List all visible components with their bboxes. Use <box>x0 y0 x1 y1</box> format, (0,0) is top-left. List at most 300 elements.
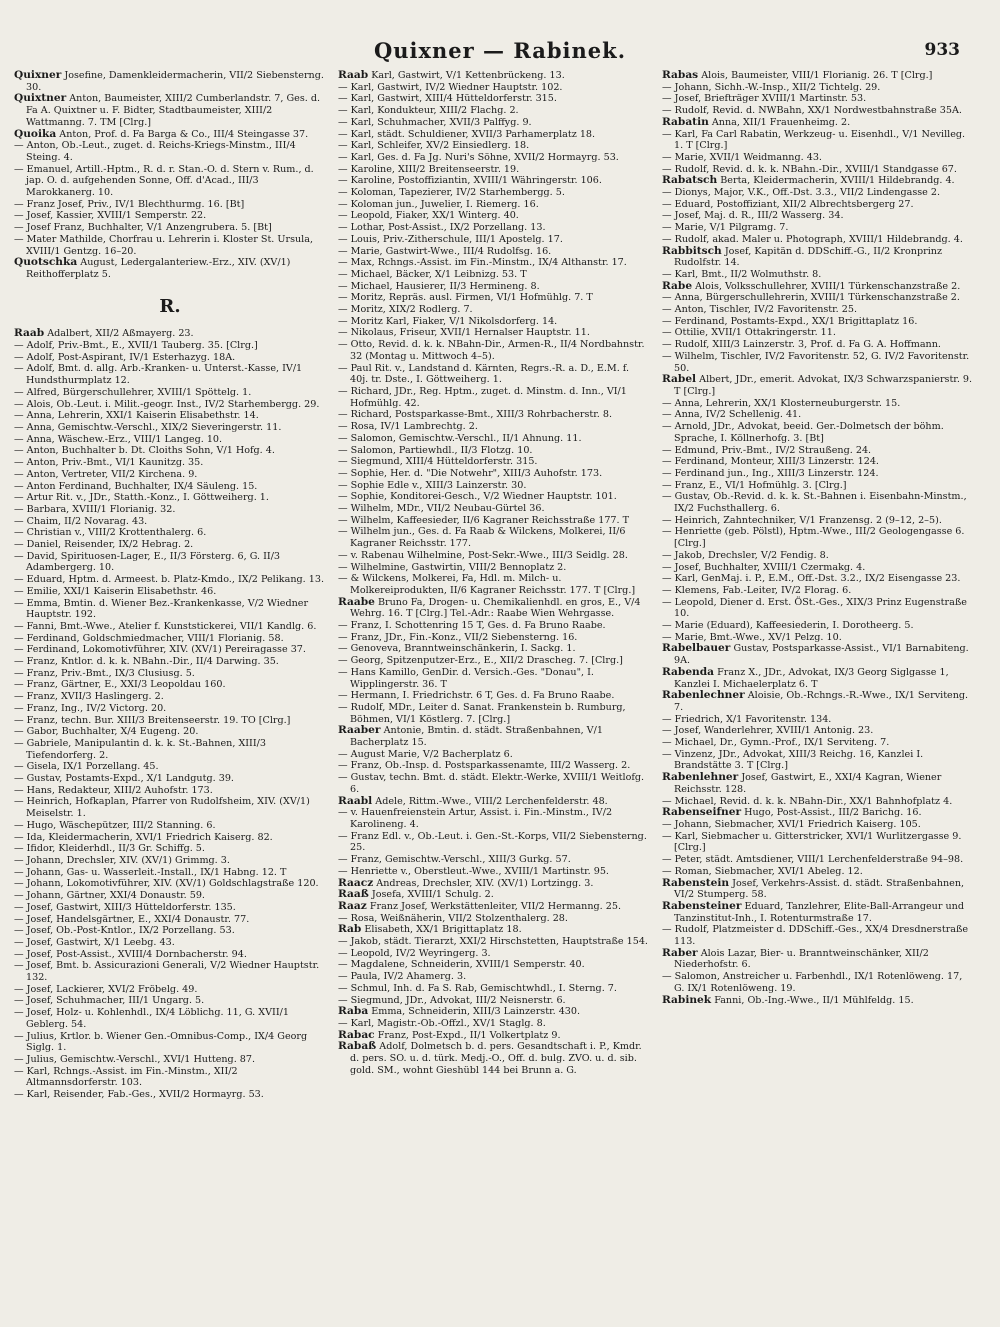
entry-text: — Daniel, Reisender, IX/2 Hebrag. 2. <box>14 539 194 551</box>
entry-headword: Rabatin <box>662 115 709 128</box>
entry-text: Albert, JDr., emerit. Advokat, IX/3 Schwarzspanierstr. 9. T [Clrg.] <box>674 374 973 397</box>
entry-text: Antonie, Bmtin. d. städt. Straßenbahnen, V/1 Bacherplatz 15. <box>350 725 603 749</box>
entry-headword: Rabensteiner <box>662 899 742 912</box>
entry-headword: Rabenseifner <box>662 806 742 819</box>
directory-entry <box>662 409 974 421</box>
directory-entry <box>14 574 326 586</box>
entry-text: — Chaim, II/2 Novarag. 43. <box>14 515 148 527</box>
directory-entry <box>14 551 326 574</box>
directory-entry <box>338 152 650 164</box>
entry-text: — Ferdinand, Lokomotivführer, XIV. (XV/1) Pereiragasse 37. <box>14 644 306 656</box>
directory-entry <box>14 995 326 1007</box>
entry-text: — Jakob, Drechsler, V/2 Fendig. 8. <box>662 549 829 561</box>
directory-entry <box>338 854 650 866</box>
directory-entry <box>338 760 650 772</box>
entry-text: Fanni, Ob.-Ing.-Wwe., II/1 Mühlfeldg. 15. <box>711 994 914 1006</box>
entry-text: — Anna, Bürgerschullehrerin, XVIII/1 Türkenschanzstraße 2. <box>662 292 960 304</box>
entry-text: — Barbara, XVIII/1 Florianig. 32. <box>14 503 176 515</box>
directory-entry <box>662 304 974 316</box>
entry-text: — Ottilie, XVII/1 Ottakringerstr. 11. <box>662 327 836 339</box>
entry-text: — Franz, Ing., IV/2 Victorg. 20. <box>14 702 167 714</box>
directory-entry <box>338 480 650 492</box>
entry-text: — Alfred, Bürgerschullehrer, XVIII/1 Spöttelg. 1. <box>14 386 252 398</box>
entry-text: — Leopold, Fiaker, XX/1 Winterg. 40. <box>338 210 519 222</box>
entry-text: — Franz, Gärtner, E., XXI/3 Leopoldau 160. <box>14 679 226 691</box>
directory-entry <box>338 749 650 761</box>
directory-entry <box>338 304 650 316</box>
directory-entry <box>662 620 974 632</box>
entry-text: Gustav, Postsparkasse-Assist., VI/1 Barnabiteng. 9A. <box>674 643 969 667</box>
directory-entry <box>662 597 974 620</box>
entry-text: — Michael, Bäcker, X/1 Leibnizg. 53. T <box>338 268 527 280</box>
entry-text: — Moritz Karl, Fiaker, V/1 Nikolsdorferg. 14. <box>338 315 558 327</box>
entry-text: Bruno Fa, Drogen- u. Chemikalienhdl. en gros, E., V/4 Wehrg. 16. T [Clrg.] Tel.-Adr.: Raabe Wien Wehrgasse. <box>350 596 641 620</box>
directory-entry <box>662 269 974 281</box>
directory-entry <box>662 316 974 328</box>
directory-entry <box>14 984 326 996</box>
directory-entry <box>662 222 974 234</box>
directory-entry <box>14 340 326 352</box>
directory-entry <box>14 164 326 199</box>
page-number: 933 <box>924 40 960 60</box>
directory-entry <box>14 457 326 469</box>
entry-text: — Josef, Briefträger XVIII/1 Martinstr. 53. <box>662 93 867 105</box>
entry-text: — Vinzenz, JDr., Advokat, XIII/3 Reichg. 16, Kanzlei I. Brandstätte 3. T [Clrg.] <box>662 748 924 772</box>
running-head: Quixner — Rabinek. <box>373 38 627 63</box>
directory-entry <box>338 959 650 971</box>
entry-text: — Marie, XVII/1 Weidmanng. 43. <box>662 151 822 163</box>
entry-text: Anna, XII/1 Frauenheimg. 2. <box>708 116 851 128</box>
directory-entry <box>338 1006 650 1018</box>
directory-entry <box>662 643 974 666</box>
entry-text: — Julius, Krtlor. b. Wiener Gen.-Omnibus-Comp., IX/4 Georg Siglg. 1. <box>14 1030 308 1054</box>
directory-entry <box>14 210 326 222</box>
entry-text: — Nikolaus, Friseur, XVII/1 Hernalser Hauptstr. 11. <box>338 327 590 339</box>
entry-text: — Josef Franz, Buchhalter, V/1 Anzengrubera. 5. [Bt] <box>14 222 272 234</box>
column-2 <box>338 70 650 1320</box>
directory-entry <box>338 93 650 105</box>
directory-entry <box>14 481 326 493</box>
entry-text: — Emma, Bmtin. d. Wiener Bez.-Krankenkasse, V/2 Wiedner Hauptstr. 192. <box>14 597 309 621</box>
entry-text: — Schmul, Inh. d. Fa S. Rab, Gemischtwhdl., I. Sterng. 7. <box>338 982 617 994</box>
entry-text: — Alois, Ob.-Leut. i. Milit.-geogr. Inst., IV/2 Starhembergg. 29. <box>14 398 320 410</box>
directory-entry <box>662 480 974 492</box>
directory-entry <box>338 281 650 293</box>
entry-text: — Magdalene, Schneiderin, XVIII/1 Semperstr. 40. <box>338 959 585 971</box>
directory-entry <box>14 633 326 645</box>
directory-entry <box>14 222 326 234</box>
entry-text: — Johann, Sichh.-W.-Insp., XII/2 Tichtelg. 29. <box>662 81 881 93</box>
entry-text: — Karl, Gastwirt, XIII/4 Hütteldorferstr. 315. <box>338 93 557 105</box>
entry-text: — Karoline, Postoffiziantin, XVIII/1 Währingerstr. 106. <box>338 175 602 187</box>
directory-entry <box>14 855 326 867</box>
entry-text: — Karl, Schleifer, XV/2 Einsiedlerg. 18. <box>338 140 530 152</box>
entry-text: — Anton, Ob.-Leut., zuget. d. Reichs-Kriegs-Minstm., III/4 Steing. 4. <box>14 140 296 163</box>
directory-entry <box>662 281 974 293</box>
entry-text: — Sophie Edle v., XIII/3 Lainzerstr. 30. <box>338 479 527 491</box>
directory-entry <box>338 924 650 936</box>
entry-headword: Raaber <box>338 724 381 737</box>
directory-entry <box>662 585 974 597</box>
column-1 <box>14 70 326 1320</box>
entry-text: — Johann, Siebmacher, XVI/1 Friedrich Kaiserg. 105. <box>662 819 921 830</box>
directory-entry <box>338 796 650 808</box>
entry-headword: Raber <box>662 946 698 959</box>
entry-text: Josefa, XVIII/1 Schulg. 2. <box>368 889 494 901</box>
directory-entry <box>14 796 326 819</box>
directory-entry <box>338 901 650 913</box>
directory-entry <box>14 773 326 785</box>
directory-entry <box>662 562 974 574</box>
directory-entry <box>662 948 974 971</box>
entry-headword: Raabl <box>338 794 373 807</box>
directory-entry <box>338 117 650 129</box>
directory-entry <box>338 573 650 596</box>
entry-text: — Johann, Lokomotivführer, XIV. (XV/1) Goldschlagstraße 120. <box>14 878 319 890</box>
entry-text: Adele, Rittm.-Wwe., VIII/2 Lerchenfelderstr. 48. <box>372 795 608 807</box>
entry-text: — Richard, JDr., Reg. Hptm., zuget. d. Minstm. d. Inn., VI/1 Hofmühlg. 42. <box>338 385 627 409</box>
directory-entry <box>662 924 974 947</box>
entry-text: — Anton, Vertreter, VII/2 Kirchena. 9. <box>14 468 198 480</box>
directory-entry <box>662 714 974 726</box>
entry-text: — v. Hauenfreienstein Artur, Assist. i. Fin.-Minstm., IV/2 Karolineng. 4. <box>338 807 613 830</box>
entry-text: — Roman, Siebmacher, XVI/1 Abeleg. 12. <box>662 865 863 877</box>
directory-entry <box>338 562 650 574</box>
entry-text: — Franz Edl. v., Ob.-Leut. i. Gen.-St.-Korps, VII/2 Siebensterng. 25. <box>338 830 647 854</box>
directory-entry <box>338 1041 650 1076</box>
directory-entry <box>14 539 326 551</box>
entry-text: — Mater Mathilde, Chorfrau u. Lehrerin i. Kloster St. Ursula, XVIII/1 Gentzg. 16–20. <box>14 233 314 257</box>
entry-headword: Raab <box>338 70 369 81</box>
entry-text: Adalbert, XII/2 Aßmayerg. 23. <box>44 328 194 340</box>
entry-text: — Eduard, Postoffiziant, XII/2 Albrechtsbergerg 27. <box>662 198 914 210</box>
entry-headword: Quixtner <box>14 92 67 105</box>
entry-text: — Fanni, Bmt.-Wwe., Atelier f. Kunststickerei, VII/1 Kandlg. 6. <box>14 620 317 632</box>
entry-text: — Gustav, techn. Bmt. d. städt. Elektr.-Werke, XVIII/1 Weitlofg. 6. <box>338 772 645 795</box>
entry-text: — Wilhelm, Kaffeesieder, II/6 Kagraner Reichsstraße 177. T <box>338 514 630 526</box>
entry-text: Josef, Kapitän d. DDSchiff.-G., II/2 Kronprinz Rudolfstr. 14. <box>674 245 942 269</box>
entry-text: — Franz, JDr., Fin.-Konz., VII/2 Siebensterng. 16. <box>338 631 578 643</box>
entry-text: — Moritz, Repräs. ausl. Firmen, VI/1 Hofmühlg. 7. T <box>338 292 593 304</box>
entry-text: — Gisela, IX/1 Porzellang. 45. <box>14 761 159 773</box>
directory-entry <box>662 690 974 713</box>
entry-text: — & Wilckens, Molkerei, Fa, Hdl. m. Milch- u. Molkereiprodukten, II/6 Kagraner Reichsstr. 177. T [Clrg.] <box>338 573 636 596</box>
directory-entry <box>662 374 974 397</box>
entry-headword: Rabenlehner <box>662 771 739 784</box>
directory-entry <box>662 573 974 585</box>
entry-text: — Karl, Rchngs.-Assist. im Fin.-Minstm., XII/2 Altmannsdorferstr. 103. <box>14 1065 238 1089</box>
directory-entry <box>14 949 326 961</box>
directory-entry <box>338 164 650 176</box>
directory-entry <box>338 655 650 667</box>
entry-headword: Quixner <box>14 70 62 81</box>
entry-headword: Quoika <box>14 127 57 140</box>
directory-entry <box>338 550 650 562</box>
directory-entry <box>338 491 650 503</box>
directory-entry <box>662 995 974 1007</box>
entry-text: — Ida, Kleidermacherin, XVI/1 Friedrich Kaiserg. 82. <box>14 831 273 843</box>
entry-text: — Johann, Gas- u. Wasserleit.-Install., IX/1 Habng. 12. T <box>14 866 287 878</box>
entry-text: — Rosa, IV/1 Lambrechtg. 2. <box>338 421 478 433</box>
entry-text: — Paula, IV/2 Ahamerg. 3. <box>338 971 467 983</box>
entry-text: — Moritz, XIX/2 Rodlerg. 7. <box>338 304 473 316</box>
directory-entry <box>662 351 974 374</box>
directory-entry <box>662 831 974 854</box>
directory-entry <box>338 772 650 795</box>
entry-text: — Franz, Ob.-Insp. d. Postsparkassenamte, III/2 Wasserg. 2. <box>338 760 631 772</box>
entry-text: — Karl, Kondukteur, XIII/2 Flachg. 2. <box>338 105 519 117</box>
directory-entry <box>14 387 326 399</box>
entry-text: — Lothar, Post-Assist., IX/2 Porzellang. 13. <box>338 222 546 234</box>
entry-text: — Otto, Revid. d. k. k. NBahn-Dir., Armen-R., II/4 Nordbahnstr. 32 (Montag u. Mittwoch 4–5). <box>338 339 645 362</box>
directory-entry <box>14 352 326 364</box>
directory-entry <box>14 902 326 914</box>
entry-headword: Rabinek <box>662 993 712 1006</box>
entry-headword: Rabelbauer <box>662 642 731 655</box>
directory-entry <box>14 914 326 926</box>
directory-entry <box>662 187 974 199</box>
entry-text: — Adolf, Post-Aspirant, IV/1 Esterhazyg. 18A. <box>14 351 236 363</box>
directory-entry <box>14 234 326 257</box>
entry-text: — Marie, V/1 Pilgramg. 7. <box>662 222 789 234</box>
entry-text: Anton, Baumeister, XIII/2 Cumberlandstr. 7, Ges. d. Fa A. Quixtner u. F. Bidter, Stadtbaumeister, XIII/2 Wattmanng. 7. TM [Clrg.] <box>26 93 321 128</box>
directory-entry <box>338 632 650 644</box>
directory-entry <box>14 890 326 902</box>
directory-entry <box>338 1030 650 1042</box>
directory-entry <box>338 82 650 94</box>
directory-entry <box>662 807 974 819</box>
directory-entry <box>14 656 326 668</box>
entry-text: — Eduard, Hptm. d. Armeest. b. Platz-Kmdo., IX/2 Pelikang. 13. <box>14 574 325 586</box>
directory-entry <box>338 363 650 386</box>
directory-entry <box>14 527 326 539</box>
entry-text: — Josef, Maj. d. R., III/2 Wasserg. 34. <box>662 210 844 222</box>
entry-text: — Josef, Schuhmacher, III/1 Ungarg. 5. <box>14 995 205 1007</box>
directory-entry <box>338 913 650 925</box>
entry-text: — Karl, Fa Carl Rabatin, Werkzeug- u. Eisenhdl., V/1 Nevilleg. 1. T [Clrg.] <box>662 128 966 152</box>
directory-entry <box>338 386 650 409</box>
directory-entry <box>14 469 326 481</box>
directory-entry <box>338 983 650 995</box>
directory-entry <box>14 621 326 633</box>
entry-text: — Dionys, Major, V.K., Off.-Dst. 3.3., VII/2 Lindengasse 2. <box>662 187 941 199</box>
entry-text: — Koloman, Tapezierer, IV/2 Starhembergg. 5. <box>338 187 565 199</box>
directory-entry <box>14 492 326 504</box>
entry-text: Franz X., JDr., Advokat, IX/3 Georg Siglgasse 1, Kanzlei I. Michaelerplatz 6. T <box>674 666 949 690</box>
directory-entry <box>662 199 974 211</box>
entry-headword: Rabenstein <box>662 876 730 889</box>
directory-entry <box>338 456 650 468</box>
directory-entry <box>14 668 326 680</box>
entry-text: — Franz, Priv.-Bmt., IX/3 Clusiusg. 5. <box>14 667 195 679</box>
entry-text: — Edmund, Priv.-Bmt., IV/2 Straußeng. 24. <box>662 444 872 456</box>
directory-entry <box>662 246 974 269</box>
entry-text: — Georg, Spitzenputzer-Erz., E., XII/2 Drascheg. 7. [Clrg.] <box>338 655 623 667</box>
section-letter: R. <box>159 295 181 317</box>
entry-text: Karl, Gastwirt, V/1 Kettenbrückeng. 13. <box>368 70 565 81</box>
directory-entry <box>14 1007 326 1030</box>
entry-text: — Marie, Bmt.-Wwe., XV/1 Pelzg. 10. <box>662 631 842 643</box>
directory-entry <box>338 620 650 632</box>
directory-entry <box>338 70 650 82</box>
entry-text: — Arnold, JDr., Advokat, beeid. Ger.-Dolmetsch der böhm. Sprache, I. Köllnerhofg. 3. [Bt] <box>662 421 944 444</box>
directory-entry <box>662 468 974 480</box>
entry-text: — Michael, Hausierer, II/3 Hermineng. 8. <box>338 280 540 292</box>
directory-entry <box>662 117 974 129</box>
directory-entry <box>338 433 650 445</box>
entry-text: — Franz, Kntlor. d. k. k. NBahn.-Dir., II/4 Darwing. 35. <box>14 656 279 668</box>
entry-text: — Josef, Buchhalter, XVIII/1 Czermakg. 4. <box>662 561 866 573</box>
directory-entry <box>14 785 326 797</box>
entry-text: Emma, Schneiderin, XIII/3 Lainzerstr. 430. <box>368 1006 581 1018</box>
directory-entry <box>338 246 650 258</box>
directory-entry <box>14 504 326 516</box>
entry-headword: Rabac <box>338 1028 375 1041</box>
entry-text: — Karl, Siebmacher u. Gitterstricker, XVI/1 Wurlitzergasse 9. [Clrg.] <box>662 830 962 854</box>
directory-entry <box>662 421 974 444</box>
directory-entry <box>338 995 650 1007</box>
entry-text: — Rudolf, MDr., Leiter d. Sanat. Frankenstein b. Rumburg, Böhmen, VI/1 Köstlerg. 7. [Clrg.] <box>338 701 626 725</box>
entry-headword: Raaß <box>338 888 369 901</box>
directory-entry <box>662 70 974 82</box>
entry-text: — Karl, Magistr.-Ob.-Offzl., XV/1 Staglg. 8. <box>338 1017 546 1029</box>
directory-entry <box>14 199 326 211</box>
entry-text: — Josef, Lackierer, XVI/2 Fröbelg. 49. <box>14 983 198 995</box>
entry-text: Anton, Prof. d. Fa Barga & Co., III/4 Steingasse 37. <box>56 128 309 140</box>
entry-text: — Anton, Priv.-Bmt., VI/1 Kaunitzg. 35. <box>14 457 204 469</box>
directory-entry <box>14 1089 326 1101</box>
entry-text: — Franz, Gemischtw.-Verschl., XIII/3 Gurkg. 57. <box>338 854 571 866</box>
entry-text: — Marie, Gastwirt-Wwe., III/4 Rudolfsg. 16. <box>338 245 552 257</box>
directory-entry <box>338 702 650 725</box>
entry-text: — Josef, Gastwirt, XIII/3 Hütteldorferstr. 135. <box>14 901 236 913</box>
directory-entry <box>14 516 326 528</box>
entry-text: — Ferdinand, Postamts-Expd., XX/1 Brigittaplatz 16. <box>662 315 918 327</box>
entry-text: — Karl, Gastwirt, IV/2 Wiedner Hauptstr. 102. <box>338 81 563 93</box>
entry-text: — Michael, Revid. d. k. k. NBahn-Dir., XX/1 Bahnhofplatz 4. <box>662 795 953 807</box>
entry-text: Aloisie, Ob.-Rchngs.-R.-Wwe., IX/1 Serviteng. 7. <box>674 690 969 713</box>
directory-entry <box>14 445 326 457</box>
entry-text: — Julius, Gemischtw.-Verschl., XVI/1 Hutteng. 87. <box>14 1053 256 1065</box>
entry-headword: Rabaß <box>338 1040 377 1053</box>
entry-text: — Heinrich, Zahntechniker, V/1 Franzensg. 2 (9–12, 2–5). <box>662 514 942 526</box>
entry-text: — Josef, Bmt. b. Assicurazioni Generali, V/2 Wiedner Hauptstr. 132. <box>14 960 320 984</box>
directory-entry <box>338 526 650 549</box>
directory-entry <box>14 867 326 879</box>
entry-text: — Leopold, IV/2 Weyringerg. 3. <box>338 947 491 959</box>
directory-entry <box>338 667 650 690</box>
directory-entry <box>14 129 326 141</box>
entry-headword: Rabel <box>662 373 697 386</box>
directory-entry <box>662 854 974 866</box>
entry-text: — Ferdinand jun., Ing., XIII/3 Linzerstr. 124. <box>662 467 879 479</box>
directory-entry <box>662 339 974 351</box>
directory-entry <box>338 292 650 304</box>
directory-entry <box>14 761 326 773</box>
entry-text: — Ferdinand, Goldschmiedmacher, VIII/1 Florianig. 58. <box>14 632 284 644</box>
entry-text: — Josef, Handelsgärtner, E., XXI/4 Donaustr. 77. <box>14 913 250 925</box>
directory-entry <box>338 643 650 655</box>
directory-entry <box>662 725 974 737</box>
entry-text: — Wilhelm jun., Ges. d. Fa Raab & Wilckens, Molkerei, II/6 Kagraner Reichsstr. 177. <box>338 526 626 550</box>
entry-text: — Johann, Drechsler, XIV. (XV/1) Grimmg. 3. <box>14 855 230 866</box>
entry-text: — Paul Rit. v., Landstand d. Kärnten, Regrs.-R. a. D., E.M. f. 40j. tr. Dste., I. Göttweiherg. 1. <box>338 362 630 386</box>
directory-entry <box>338 878 650 890</box>
directory-entry <box>14 363 326 386</box>
directory-entry <box>662 667 974 690</box>
directory-entry <box>662 550 974 562</box>
page-header <box>0 38 1000 68</box>
directory-entry <box>14 257 326 280</box>
entry-text: — Emilie, XXI/1 Kaiserin Elisabethstr. 46. <box>14 585 217 597</box>
directory-entry <box>14 422 326 434</box>
directory-entry <box>338 948 650 960</box>
entry-text: Hugo, Post-Assist., III/2 Barichg. 16. <box>741 807 922 819</box>
directory-entry <box>338 316 650 328</box>
entry-text: — Josef, Gastwirt, X/1 Leebg. 43. <box>14 936 175 948</box>
directory-entry <box>14 726 326 738</box>
directory-entry <box>338 140 650 152</box>
entry-text: — Genoveva, Branntweinschänkerin, I. Sackg. 1. <box>338 643 576 655</box>
entry-text: — Karl, Bmt., II/2 Wolmuthstr. 8. <box>662 268 822 280</box>
directory-entry <box>662 456 974 468</box>
directory-entry <box>14 399 326 411</box>
entry-text: — Salomon, Gemischtw.-Verschl., II/1 Ahnung. 11. <box>338 432 582 444</box>
directory-entry <box>338 199 650 211</box>
directory-entry <box>14 434 326 446</box>
directory-entry <box>662 327 974 339</box>
entry-text: Franz, Post-Expd., II/1 Volkertplatz 9. <box>374 1029 561 1041</box>
entry-text: — v. Rabenau Wilhelmine, Post-Sekr.-Wwe., III/3 Seidlg. 28. <box>338 549 628 561</box>
directory-entry <box>338 1018 650 1030</box>
entry-text: Eduard, Tanzlehrer, Elite-Ball-Arrangeur und Tanzinstitut-Inh., I. Rotenturmstraße 17. <box>674 900 964 924</box>
directory-entry <box>338 597 650 620</box>
directory-entry <box>338 936 650 948</box>
directory-entry <box>662 292 974 304</box>
directory-entry <box>662 175 974 187</box>
entry-text: — Anna, IV/2 Schellenig. 41. <box>662 409 802 421</box>
entry-text: Andreas, Drechsler, XIV. (XV/1) Lortzingg. 3. <box>373 877 594 889</box>
directory-entry <box>338 187 650 199</box>
entry-text: — Anna, Wäschew.-Erz., VIII/1 Langeg. 10. <box>14 433 223 445</box>
directory-entry <box>662 93 974 105</box>
directory-entry <box>338 468 650 480</box>
entry-text: — Wilhelm, Tischler, IV/2 Favoritenstr. 52, G. IV/2 Favoritenstr. 50. <box>662 350 970 374</box>
directory-entry <box>338 807 650 830</box>
directory-entry <box>662 491 974 514</box>
directory-entry <box>338 515 650 527</box>
entry-text: — Michael, Dr., Gymn.-Prof., IX/1 Serviteng. 7. <box>662 737 890 749</box>
directory-entry <box>14 644 326 656</box>
entry-text: Josef, Verkehrs-Assist. d. städt. Straßenbahnen, VI/2 Stumperg. 58. <box>674 877 965 901</box>
directory-entry <box>14 960 326 983</box>
directory-entry <box>662 398 974 410</box>
entry-text: — Marie (Eduard), Kaffeesiederin, I. Dorotheerg. 5. <box>662 620 914 632</box>
entry-text: Adolf, Dolmetsch b. d. pers. Gesandtschaft i. P., Kmdr. d. pers. SO. u. d. türk. Medj.-O., Off. d. bulg. ZVO. u. d. sib. gold. SM., wohnt Gieshübl 144 bei Brunn a. G. <box>350 1041 642 1076</box>
entry-text: — Adolf, Bmt. d. allg. Arb.-Kranken- u. Unterst.-Kasse, IV/1 Hundsthurmplatz 12. <box>14 363 303 387</box>
directory-entry <box>14 843 326 855</box>
entry-text: — Christian v., VIII/2 Krottenthalerg. 6. <box>14 527 207 539</box>
entry-text: — Anton, Tischler, IV/2 Favoritenstr. 25. <box>662 304 858 316</box>
entry-text: Berta, Kleidermacherin, XVIII/1 Hildebrandg. 4. <box>717 175 955 187</box>
directory-entry <box>14 93 326 128</box>
directory-entry <box>662 445 974 457</box>
entry-headword: Raaz <box>338 899 367 912</box>
directory-entry <box>14 691 326 703</box>
directory-entry <box>14 679 326 691</box>
directory-entry <box>662 737 974 749</box>
entry-text: — Salomon, Partiewhdl., II/3 Flotzg. 10. <box>338 444 533 456</box>
